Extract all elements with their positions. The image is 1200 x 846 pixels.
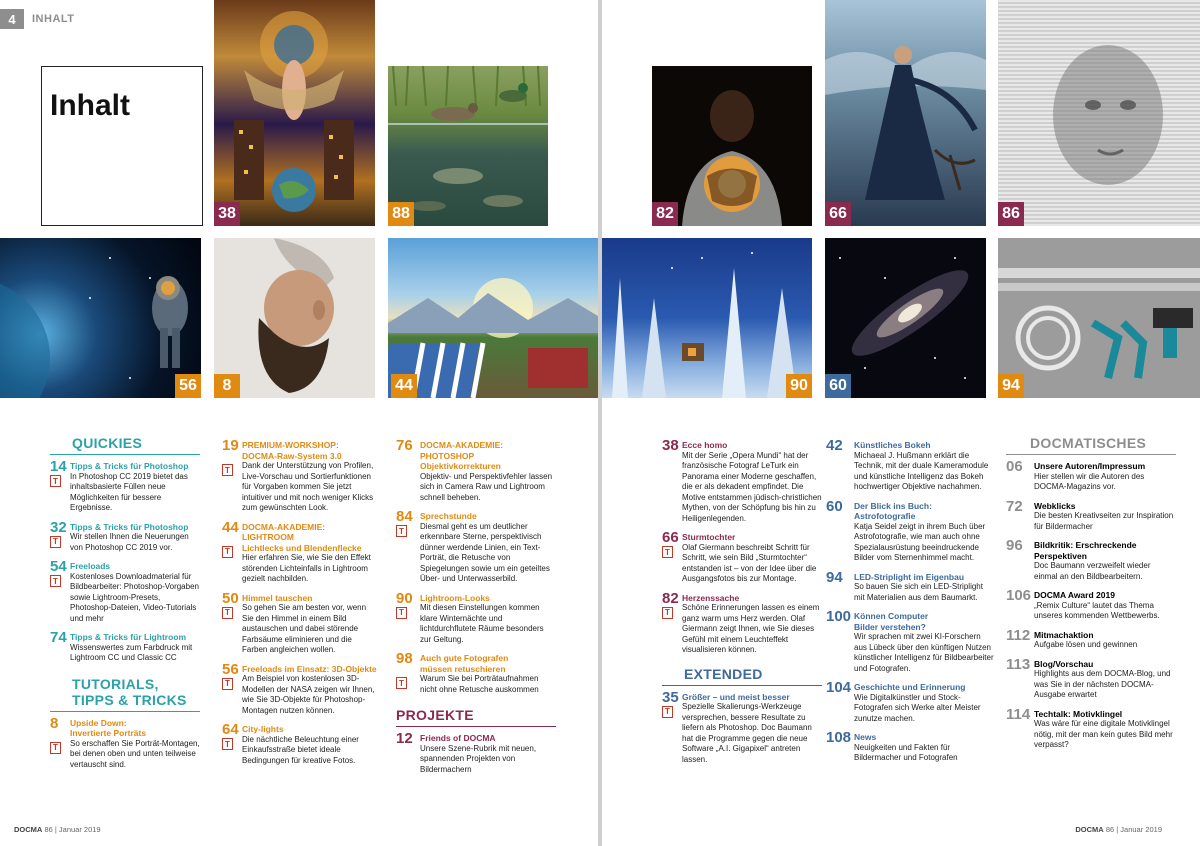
- toc-page-number: 74: [50, 629, 67, 646]
- toc-entry[interactable]: [826, 568, 994, 604]
- toc-entry[interactable]: [1006, 705, 1176, 751]
- footer-text: 86 | Januar 2019: [44, 825, 101, 834]
- toc-entry[interactable]: [396, 589, 556, 646]
- toc-title: Tipps & Tricks für Lightroom: [70, 632, 187, 642]
- page-badge: 8: [214, 374, 240, 398]
- toc-description: Katja Seidel zeigt in ihrem Buch über Astrofotografie, wie man auch ohne Spezialausrüstung beeindruckende Bilder vom Sternenhimmel macht.: [854, 521, 986, 562]
- toc-page-number: 66: [662, 529, 679, 546]
- toc-title: Upside Down:: [70, 717, 127, 728]
- toc-description: „Remix Culture“ lautet das Thema unseres kommenden Wettbewerbs.: [1034, 600, 1160, 620]
- toc-title: Sprechstunde: [420, 511, 477, 521]
- storm-woman-image: [825, 0, 986, 226]
- toc-description: Wir stellen Ihnen die Neuerungen von Photoshop CC 2019 vor.: [70, 532, 189, 552]
- toc-description: Objektiv- und Perspektivfehler lassen sich in Camera Raw und Lightroom schnell beheben.: [420, 471, 553, 502]
- toc-title: City-lights: [242, 724, 284, 734]
- toc-column-1: [50, 435, 200, 778]
- page-footer-left: [14, 825, 101, 834]
- toc-page-number: 90: [396, 589, 413, 607]
- tutorial-icon: T: [396, 525, 407, 537]
- toc-page-number: 100: [826, 608, 852, 625]
- toc-page-number: 32: [50, 518, 67, 536]
- toc-title: Blog/Vorschau: [1034, 658, 1094, 669]
- toc-title: DOCMA-AKADEMIE: PHOTOSHOP: [420, 440, 504, 461]
- toc-entry[interactable]: [396, 508, 556, 585]
- tutorial-icon: T: [662, 706, 673, 718]
- toc-description: In Photoshop CC 2019 bietet das inhaltsbasierte Füllen neue Möglichkeiten für bessere Ergebnisse.: [70, 471, 188, 512]
- toc-title: Webklicks: [1034, 500, 1076, 511]
- toc-entry[interactable]: [50, 629, 200, 664]
- toc-description: Am Beispiel von kostenlosen 3D-Modellen der NASA zeigen wir Ihnen, wie Sie 3D-Objekte für Photoshop-Montagen nutzen können.: [242, 674, 375, 715]
- toc-column-6: [1006, 435, 1176, 759]
- toc-title-line2: Lichtlecks und Blendenflecke: [242, 542, 362, 553]
- page-badge: 82: [652, 202, 678, 226]
- toc-description: Dank der Unterstützung von Profilen, Live-Vorschau und Sortierfunktionen für Vorgaben kommen Sie jetzt intuitiver und mit noch weniger Klicks zum gewünschten Look.: [242, 461, 374, 512]
- toc-page-number: 96: [1006, 537, 1023, 554]
- toc-entry[interactable]: [662, 688, 822, 766]
- section-heading-tutorials-2: TIPPS & TRICKS: [50, 692, 200, 712]
- toc-entry[interactable]: [1006, 655, 1176, 701]
- glowing-heart-image: [652, 66, 812, 226]
- toc-page-number: 12: [396, 730, 413, 747]
- toc-description: Hier stellen wir die Autoren des DOCMA-Magazins vor.: [1034, 471, 1145, 491]
- toc-description: Doc Baumann verzweifelt wieder einmal an den Bildbearbeitern.: [1034, 561, 1151, 581]
- toc-title: Himmel tauschen: [242, 592, 313, 603]
- toc-page-number: 56: [222, 660, 239, 678]
- toc-title: Techtalk: Motivklingel: [1034, 708, 1123, 719]
- toc-entry[interactable]: [1006, 587, 1176, 622]
- toc-page-number: 84: [396, 508, 413, 525]
- toc-title: Bildkritik: Erschreckende: [1034, 540, 1137, 550]
- toc-description: Aufgabe lösen und gewinnen: [1034, 640, 1138, 649]
- toc-page-number: 42: [826, 437, 843, 454]
- left-page: [0, 0, 598, 846]
- toc-description: Hier erfahren Sie, wie Sie den Effekt störenden Lichteinfalls in Lightroom gezielt nachbilden.: [242, 553, 371, 583]
- section-heading-quickies: QUICKIES: [50, 435, 200, 455]
- toc-page-number: 82: [662, 589, 679, 607]
- toc-title-line2: Invertierte Porträts: [70, 728, 147, 738]
- toc-description: Mit der Serie „Opera Mundi“ hat der französische Fotograf LeTurk ein Panorama einer Moderne geschaffen, die er als dekadent empfindet. Die Motive entstammen jüdisch-christlichen Mythen, von der Schöpfung bis hin zu Heiligenlegenden.: [682, 450, 822, 523]
- toc-title: Freeloads im Einsatz: 3D-Objekte: [242, 663, 377, 674]
- tutorial-icon: T: [662, 607, 673, 619]
- toc-description: Wie Digitalkünstler und Stock-Fotografen sich Werke alter Meister zunutze machen.: [854, 692, 981, 723]
- toc-title: Ecce homo: [682, 440, 728, 450]
- toc-title: Der Blick ins Buch: Astrofotografie: [854, 500, 932, 521]
- toc-title: Tipps & Tricks für Photoshop: [70, 521, 189, 532]
- toc-entry[interactable]: [396, 730, 556, 775]
- page-title: Inhalt: [50, 89, 130, 122]
- tutorial-icon: T: [50, 475, 61, 487]
- section-heading-projekte: PROJEKTE: [396, 707, 556, 727]
- toc-entry[interactable]: [662, 529, 822, 585]
- toc-page-number: 72: [1006, 497, 1023, 515]
- toc-title-line2: müssen retuschieren: [420, 663, 506, 674]
- toc-title: PREMIUM-WORKSHOP:: [242, 440, 339, 450]
- toc-title: Freeloads: [70, 561, 111, 571]
- tutorial-icon: T: [222, 738, 233, 750]
- toc-column-2: [222, 437, 377, 774]
- toc-title: Herzenssache: [682, 592, 740, 603]
- ornate-artwork-image: [214, 0, 375, 226]
- astronaut-image: [0, 238, 201, 398]
- bearded-man-image: [214, 238, 375, 398]
- toc-description: Diesmal geht es um deutlicher erkennbare Sterne, perspektivisch dünner werdende Linien, ein Text-Porträt, die Retusche von Spiegelungen sowie um ein geteiltes Über- und Unterwasserbild.: [420, 521, 550, 583]
- toc-entry[interactable]: [1006, 497, 1176, 533]
- toc-description: Was wäre für eine digitale Motivklingel nötig, mit der man kein gutes Bild mehr verpasst?: [1034, 719, 1173, 749]
- toc-title: Geschichte und Erinnerung: [854, 682, 966, 692]
- toc-page-number: 114: [1006, 705, 1031, 723]
- toc-page-number: 06: [1006, 458, 1023, 475]
- title-box: [41, 66, 203, 226]
- section-heading-tutorials: TUTORIALS,: [72, 675, 159, 692]
- toc-entry[interactable]: [826, 437, 994, 493]
- toc-title: Unsere Autoren/Impressum: [1034, 461, 1146, 471]
- toc-page-number: 64: [222, 721, 239, 738]
- toc-description: Highlights aus dem DOCMA-Blog, und was Sie in der nächsten DOCMA-Ausgabe erwartet: [1034, 669, 1171, 699]
- toc-page-number: 108: [826, 729, 852, 746]
- page-badge: 44: [391, 374, 417, 398]
- toc-title: Tipps & Tricks für Photoshop: [70, 461, 189, 471]
- page-badge: 94: [998, 374, 1024, 398]
- toc-description: Spezielle Skalierungs-Werkzeuge versprechen, bessere Resultate zu liefern als Photoshop. Doc Baumann hat die Programme gegen die neue Software „A.I. Gigapixel“ antreten lassen.: [682, 702, 812, 764]
- toc-column-5: [826, 437, 994, 772]
- toc-entry[interactable]: [50, 458, 200, 514]
- toc-description: So bauen Sie sich ein LED-Striplight mit Materialien aus dem Baumarkt.: [854, 582, 983, 602]
- tutorial-icon: T: [396, 607, 407, 619]
- led-striplight-tools-image: [998, 238, 1200, 398]
- tutorial-icon: T: [662, 546, 673, 558]
- toc-entry[interactable]: [826, 679, 994, 724]
- toc-page-number: 104: [826, 679, 852, 696]
- toc-page-number: 38: [662, 437, 679, 454]
- toc-title: Sturmtochter: [682, 532, 736, 542]
- page-badge: 88: [388, 202, 414, 226]
- toc-description: Wissenswertes zum Farbdruck mit Lightroom CC und Classic CC: [70, 642, 193, 662]
- toc-entry[interactable]: [222, 660, 377, 717]
- toc-title: LED-Striplight im Eigenbau: [854, 571, 965, 582]
- toc-description: Die nächtliche Beleuchtung einer Einkaufsstraße bietet ideale Bedingungen für kreative Fotos.: [242, 734, 359, 765]
- toc-entry[interactable]: [222, 518, 377, 585]
- tutorial-icon: T: [50, 536, 61, 548]
- toc-description: Die besten Kreativseiten zur Inspiration für Bildermacher: [1034, 511, 1174, 531]
- toc-entry[interactable]: [662, 437, 822, 524]
- toc-description: Olaf Giermann beschreibt Schritt für Schritt, wie sein Bild „Sturmtochter“ entstanden ist – von der Idee über die Ausgangsfotos bis zur Montage.: [682, 542, 817, 583]
- toc-description: So erschaffen Sie Porträt-Montagen, bei denen oben und unten teilweise vertauscht sind.: [70, 738, 200, 769]
- toc-entry[interactable]: [222, 589, 377, 656]
- toc-title: DOCMA-AKADEMIE: LIGHTROOM: [242, 521, 326, 542]
- toc-description: Kostenloses Downloadmaterial für Bildbearbeiter: Photoshop-Vorgaben sowie Lightroom-Presets, Photoshop-Dateien, Video-Tutorials und mehr: [70, 571, 199, 623]
- toc-description: Michaeal J. Hußmann erklärt die Technik, mit der duale Kameramodule und künstliche Intelligenz das Bokeh hochwertiger Objektive nachahmen.: [854, 450, 989, 491]
- tutorial-icon: T: [222, 464, 233, 476]
- toc-page-number: 106: [1006, 587, 1032, 604]
- toc-entry[interactable]: [50, 558, 200, 624]
- toc-entry[interactable]: [1006, 626, 1176, 651]
- page-badge: 56: [175, 374, 201, 398]
- footer-brand: DOCMA: [1075, 825, 1104, 834]
- toc-entry[interactable]: [222, 721, 377, 766]
- toc-page-number: 113: [1006, 655, 1031, 673]
- toc-title: DOCMA Award 2019: [1034, 590, 1115, 600]
- toc-page-number: 94: [826, 568, 843, 586]
- toc-title: News: [854, 732, 877, 742]
- page-label: INHALT: [32, 13, 75, 25]
- toc-entry[interactable]: [222, 437, 377, 514]
- toc-title-line2: DOCMA-Raw-System 3.0: [242, 450, 342, 461]
- toc-page-number: 76: [396, 437, 413, 454]
- toc-description: Neuigkeiten und Fakten für Bildermacher und Fotografen: [854, 742, 958, 762]
- toc-description: So gehen Sie am besten vor, wenn Sie den Himmel in einem Bild austauschen und dabei störende Farbsäume eliminieren und die Farben angleichen wollen.: [242, 603, 367, 654]
- toc-description: Wir sprachen mit zwei KI-Forschern aus Lübeck über den künftigen Nutzen künstlicher Intelligenz für Bildbearbeiter und Fotografen.: [854, 632, 994, 673]
- page-badge: 60: [825, 374, 851, 398]
- toc-title-line2: Bilder verstehen?: [854, 621, 926, 632]
- page-badge: 66: [825, 202, 851, 226]
- tutorial-icon: T: [222, 546, 233, 558]
- toc-page-number: 50: [222, 589, 239, 607]
- toc-entry[interactable]: [826, 729, 994, 764]
- page-footer-right: [1075, 825, 1162, 834]
- section-heading-extended: EXTENDED: [662, 666, 822, 686]
- toc-column-4: [662, 437, 822, 773]
- toc-page-number: 8: [50, 714, 59, 732]
- toc-description: Mit diesen Einstellungen kommen klare Winternächte und lichtdurchflutete Räume besonders zur Geltung.: [420, 603, 544, 644]
- section-heading-docmatisches: DOCMATISCHES: [1006, 435, 1176, 455]
- toc-title: Größer – und meist besser: [682, 691, 790, 702]
- toc-page-number: 19: [222, 437, 239, 454]
- snowy-night-image: [602, 238, 812, 398]
- toc-entry[interactable]: [50, 714, 200, 771]
- toc-entry[interactable]: [826, 497, 994, 564]
- toc-page-number: 112: [1006, 626, 1031, 644]
- toc-entry[interactable]: [50, 518, 200, 554]
- page-badge: 86: [998, 202, 1024, 226]
- footer-brand: DOCMA: [14, 825, 43, 834]
- text-portrait-image: [998, 0, 1200, 226]
- toc-column-3: [396, 437, 556, 783]
- toc-entry[interactable]: [1006, 458, 1176, 493]
- toc-title: Künstliches Bokeh: [854, 440, 931, 450]
- tutorial-icon: T: [396, 677, 407, 689]
- page-badge: 38: [214, 202, 240, 226]
- toc-entry[interactable]: [1006, 537, 1176, 582]
- toc-title-line2: Perspektiven: [1034, 550, 1087, 561]
- toc-entry[interactable]: [396, 650, 556, 695]
- page-header-left: [0, 9, 83, 29]
- toc-entry[interactable]: [662, 589, 822, 656]
- toc-page-number: 60: [826, 497, 843, 515]
- toc-title: Auch gute Fotografen: [420, 653, 509, 663]
- toc-title-line2: Objektivkorrekturen: [420, 461, 501, 471]
- toc-page-number: 35: [662, 688, 679, 706]
- toc-page-number: 14: [50, 458, 67, 475]
- tutorial-icon: T: [222, 678, 233, 690]
- right-page: [602, 0, 1200, 846]
- toc-title: Mitmachaktion: [1034, 629, 1094, 640]
- toc-entry[interactable]: [396, 437, 556, 503]
- toc-page-number: 98: [396, 650, 413, 667]
- page-number: 4: [0, 9, 24, 29]
- toc-description: Warum Sie bei Porträtaufnahmen nicht ohne Retusche auskommen: [420, 674, 539, 694]
- page-badge-44: [388, 374, 420, 398]
- toc-page-number: 54: [50, 558, 67, 575]
- toc-description: Schöne Erinnerungen lassen es einem ganz warm ums Herz werden. Olaf Giermann zeigt Ihnen, wie Sie dieses Gefühl mit einem Leuchteffekt visualisieren können.: [682, 603, 820, 654]
- ducks-underwater-image: [388, 66, 548, 226]
- tutorial-icon: T: [50, 742, 61, 754]
- toc-description: Unsere Szene-Rubrik mit neuen, spannenden Projekten von Bildermachern: [420, 743, 537, 774]
- tutorial-icon: T: [50, 575, 61, 587]
- toc-title: Können Computer: [854, 611, 929, 621]
- toc-title: Friends of DOCMA: [420, 733, 496, 743]
- footer-text: 86 | Januar 2019: [1105, 825, 1162, 834]
- toc-entry[interactable]: [826, 608, 994, 674]
- tutorial-icon: T: [222, 607, 233, 619]
- galaxy-image: [825, 238, 986, 398]
- page-badge: 90: [786, 374, 812, 398]
- toc-page-number: 44: [222, 518, 239, 536]
- toc-title: Lightroom-Looks: [420, 592, 490, 603]
